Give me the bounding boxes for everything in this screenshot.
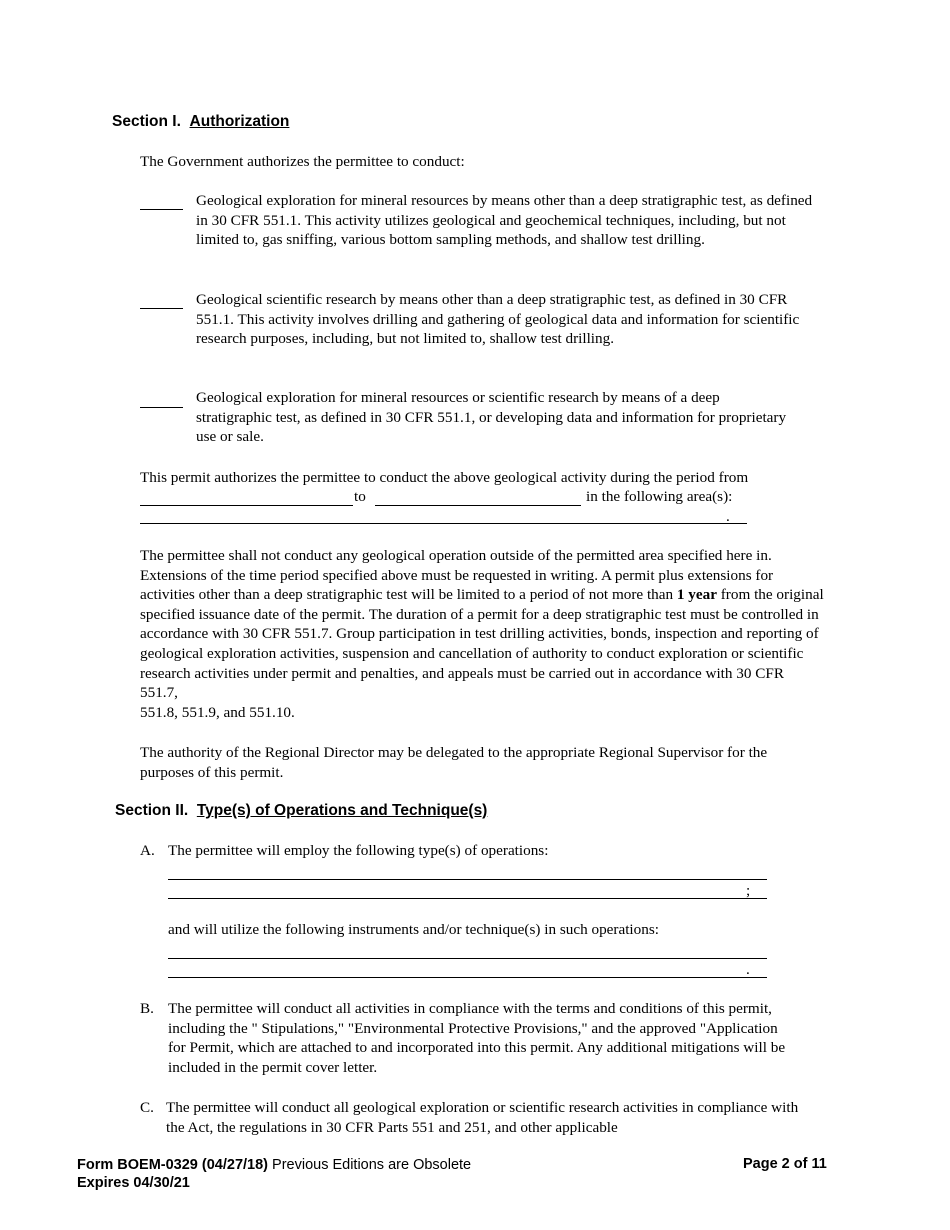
section-2-prefix: Section II. bbox=[115, 802, 189, 819]
para-1-bold: 1 year bbox=[676, 586, 717, 604]
area-label: in the following area(s): bbox=[586, 488, 733, 505]
section-1-title: Authorization bbox=[189, 113, 290, 130]
option-2-checkbox-blank[interactable] bbox=[140, 308, 183, 309]
para-1-part-b: from the original specified issuance date of the permit. The duration of a permit for a deep stratigraphic test must be controlled in accordance with 30 CFR 551.7. Group participation in test drilling activities, bonds, inspection and reporting of geological exploration activities, suspension and cancellation of authority to conduct exploration or scientific research activities under permit and penalties, and appeals must be carried out in accordance with 30 CFR 551.7, bbox=[140, 586, 824, 702]
instruments-field-period: . bbox=[746, 961, 750, 978]
item-a-text: The permittee will employ the following type(s) of operations: bbox=[168, 842, 549, 859]
section-1-prefix: Section I. bbox=[112, 113, 181, 130]
footer-expires: Expires 04/30/21 bbox=[77, 1175, 190, 1191]
operations-field-line-1[interactable] bbox=[168, 879, 767, 880]
operations-field-line-2[interactable] bbox=[168, 898, 767, 899]
item-c-letter: C. bbox=[140, 1099, 154, 1116]
section-1-heading bbox=[112, 113, 289, 131]
regional-director-paragraph: The authority of the Regional Director may be delegated to the appropriate Regional Supervisor for the purposes of this permit. bbox=[140, 744, 768, 781]
operations-field-semicolon: ; bbox=[746, 882, 751, 899]
para-1-part-c: 551.8, 551.9, and 551.10. bbox=[140, 703, 295, 721]
area-field[interactable] bbox=[140, 523, 747, 524]
period-end-field[interactable] bbox=[375, 505, 581, 506]
permit-duration-paragraph bbox=[140, 546, 825, 722]
footer-page-number: Page 2 of 11 bbox=[743, 1156, 827, 1172]
para-1-part-a: The permittee shall not conduct any geological operation outside of the permitted area specified here in. Extensions of the time period specified above must be requested in writing. A permit plus extensions for activities other than a deep stratigraphic test will be limited to a period of not more than bbox=[140, 547, 774, 604]
area-field-period: . bbox=[726, 508, 730, 525]
section-2-heading bbox=[115, 802, 487, 820]
item-c-text: The permittee will conduct all geological exploration or scientific research activities in compliance with the Act, the regulations in 30 CFR Parts 551 and 251, and other applicable bbox=[166, 1099, 799, 1136]
option-2-text: Geological scientific research by means other than a deep stratigraphic test, as defined in 30 CFR 551.1. This activity involves drilling and gathering of geological data and information for scientific research purposes, including, but not limited to, shallow test drilling. bbox=[196, 291, 800, 348]
period-to-label: to bbox=[354, 488, 366, 505]
section-1-intro: The Government authorizes the permittee to conduct: bbox=[140, 153, 465, 170]
footer-form-info bbox=[77, 1156, 471, 1192]
period-start-field[interactable] bbox=[140, 505, 353, 506]
option-1-text: Geological exploration for mineral resources by means other than a deep stratigraphic test, as defined in 30 CFR 551.1. This activity utilizes geological and geochemical techniques, including, but not limited to, gas sniffing, various bottom sampling methods, and shallow test drilling. bbox=[196, 192, 813, 249]
item-b-text: The permittee will conduct all activities in compliance with the terms and conditions of this permit, including the " Stipulations," "Environmental Protective Provisions," and the approved "Application for Permit, which are attached to and incorporated into this permit. Any additional mitigations will be included in the permit cover letter. bbox=[168, 1000, 786, 1076]
option-3-text: Geological exploration for mineral resources or scientific research by means of a deep stratigraphic test, as defined in 30 CFR 551.1, or developing data and information for proprietary use or sale. bbox=[196, 389, 787, 446]
instruments-text: and will utilize the following instruments and/or technique(s) in such operations: bbox=[168, 921, 659, 938]
option-1-checkbox-blank[interactable] bbox=[140, 209, 183, 210]
footer-form-id: Form BOEM-0329 (04/27/18) bbox=[77, 1157, 268, 1173]
footer-obsolete: Previous Editions are Obsolete bbox=[272, 1157, 472, 1173]
option-3-checkbox-blank[interactable] bbox=[140, 407, 183, 408]
item-a-letter: A. bbox=[140, 842, 155, 859]
instruments-field-line-2[interactable] bbox=[168, 977, 767, 978]
period-text: This permit authorizes the permittee to conduct the above geological activity during the period from bbox=[140, 469, 749, 486]
item-b-letter: B. bbox=[140, 1000, 154, 1017]
section-2-title: Type(s) of Operations and Technique(s) bbox=[196, 802, 488, 819]
instruments-field-line-1[interactable] bbox=[168, 958, 767, 959]
